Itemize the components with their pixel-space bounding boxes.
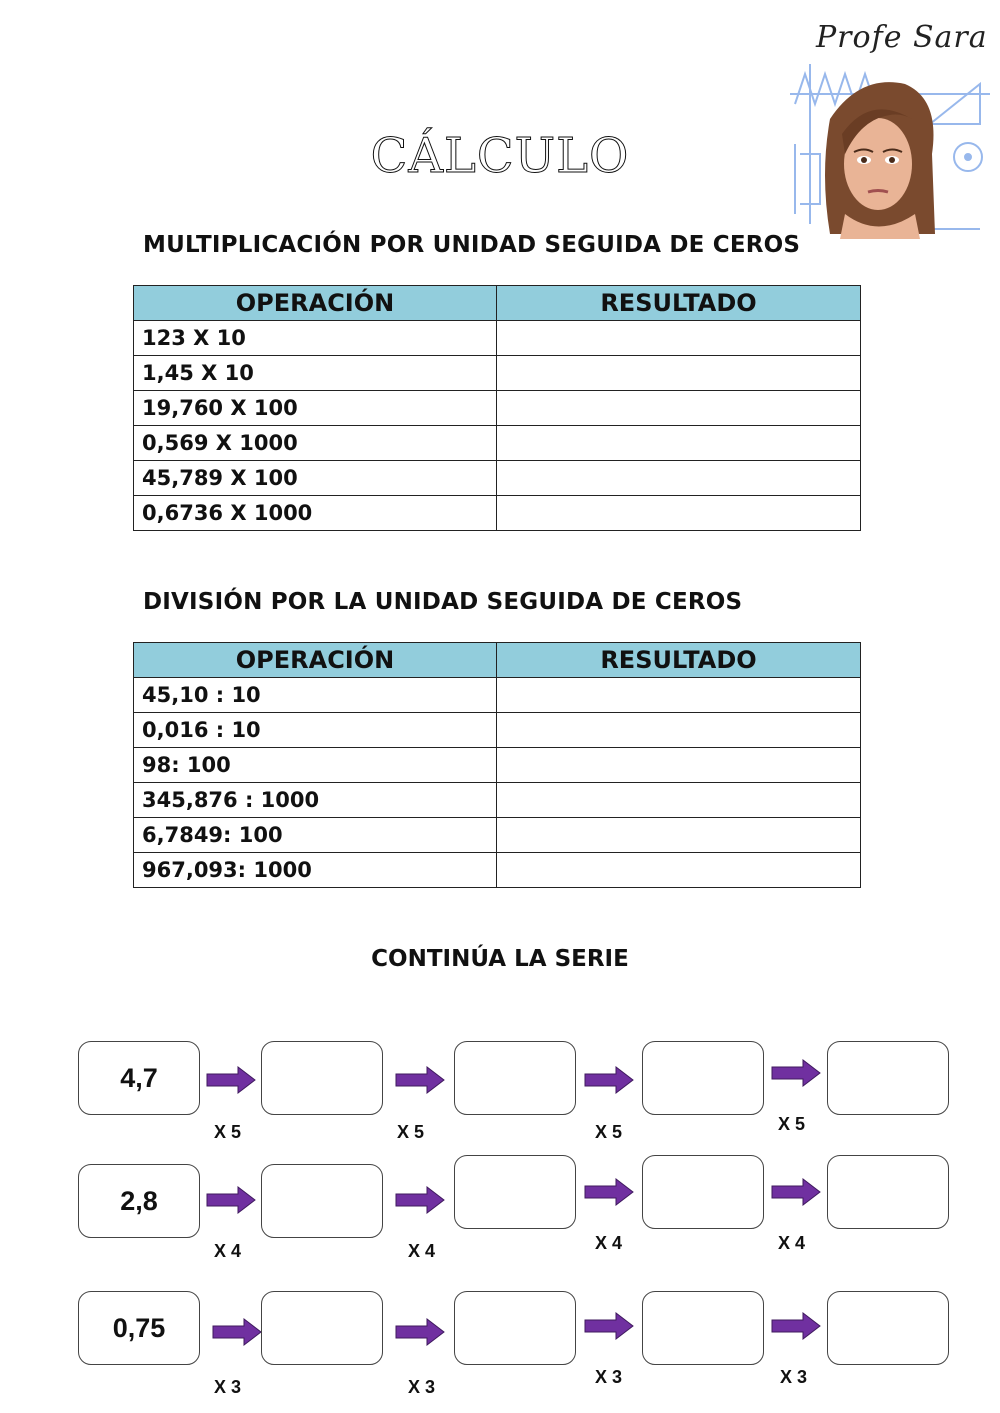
series-answer-box[interactable] [261, 1164, 383, 1238]
table-row [134, 713, 861, 748]
result-cell[interactable] [497, 356, 861, 391]
series-answer-box[interactable] [454, 1041, 576, 1115]
series-answer-box[interactable] [261, 1291, 383, 1365]
brand-name: Profe Sara [816, 20, 988, 55]
operation-cell: 98: 100 [134, 748, 497, 783]
result-cell[interactable] [497, 496, 861, 531]
series-step-label: X 5 [595, 1122, 623, 1142]
arrow-right-icon [395, 1186, 445, 1214]
series-answer-box[interactable] [827, 1041, 949, 1115]
series-start-value: 0,75 [112, 1312, 166, 1343]
series-start-box [78, 1164, 200, 1238]
arrow-right-icon [206, 1066, 256, 1094]
table-row [134, 496, 861, 531]
series-answer-box[interactable] [642, 1155, 764, 1229]
operation-cell: 345,876 : 1000 [134, 783, 497, 818]
table-row [134, 356, 861, 391]
operation-cell: 6,7849: 100 [134, 818, 497, 853]
multiplication-section-title: MULTIPLICACIÓN POR UNIDAD SEGUIDA DE CEROS [143, 232, 801, 258]
result-cell[interactable] [497, 783, 861, 818]
series-step-label: X 5 [778, 1114, 806, 1134]
table-header-row [134, 286, 861, 321]
series-answer-box[interactable] [642, 1041, 764, 1115]
operation-cell: 19,760 X 100 [134, 391, 497, 426]
series-step-label: X 3 [214, 1377, 242, 1397]
series-start-value: 2,8 [120, 1185, 158, 1216]
series-answer-box[interactable] [642, 1291, 764, 1365]
result-cell[interactable] [497, 748, 861, 783]
series-step-label: X 3 [595, 1367, 623, 1387]
series-start-box [78, 1041, 200, 1115]
division-table [133, 642, 861, 888]
result-cell[interactable] [497, 426, 861, 461]
arrow-right-icon [212, 1318, 262, 1346]
result-cell[interactable] [497, 818, 861, 853]
arrow-right-icon [206, 1186, 256, 1214]
series-answer-box[interactable] [261, 1041, 383, 1115]
table-header-row [134, 643, 861, 678]
operation-cell: 0,569 X 1000 [134, 426, 497, 461]
series-step-label: X 5 [397, 1122, 425, 1142]
operation-cell: 0,6736 X 1000 [134, 496, 497, 531]
arrow-right-icon [584, 1066, 634, 1094]
table-row [134, 818, 861, 853]
series-step-label: X 4 [214, 1241, 242, 1261]
operation-header: OPERACIÓN [134, 286, 497, 321]
result-cell[interactable] [497, 321, 861, 356]
series-start-value: 4,7 [120, 1062, 158, 1093]
operation-cell: 967,093: 1000 [134, 853, 497, 888]
series-answer-box[interactable] [827, 1291, 949, 1365]
series-step-label: X 3 [780, 1367, 808, 1387]
table-row [134, 321, 861, 356]
brand-logo [790, 14, 995, 239]
series-step-label: X 4 [408, 1241, 436, 1261]
division-section-title: DIVISIÓN POR LA UNIDAD SEGUIDA DE CEROS [143, 589, 743, 615]
result-cell[interactable] [497, 391, 861, 426]
series-section-title: CONTINÚA LA SERIE [371, 946, 629, 972]
operation-cell: 45,10 : 10 [134, 678, 497, 713]
result-cell[interactable] [497, 678, 861, 713]
operation-cell: 45,789 X 100 [134, 461, 497, 496]
table-row [134, 426, 861, 461]
arrow-right-icon [584, 1312, 634, 1340]
arrow-right-icon [771, 1059, 821, 1087]
result-cell[interactable] [497, 713, 861, 748]
operation-cell: 0,016 : 10 [134, 713, 497, 748]
series-step-label: X 3 [408, 1377, 436, 1397]
series-step-label: X 4 [595, 1233, 623, 1253]
result-cell[interactable] [497, 461, 861, 496]
table-row [134, 748, 861, 783]
series-answer-box[interactable] [454, 1155, 576, 1229]
series-step-label: X 5 [214, 1122, 242, 1142]
operation-header: OPERACIÓN [134, 643, 497, 678]
series-answer-box[interactable] [827, 1155, 949, 1229]
table-row [134, 678, 861, 713]
arrow-right-icon [584, 1178, 634, 1206]
series-answer-box[interactable] [454, 1291, 576, 1365]
arrow-right-icon [395, 1318, 445, 1346]
operation-cell: 123 X 10 [134, 321, 497, 356]
result-header: RESULTADO [497, 643, 861, 678]
table-row [134, 783, 861, 818]
arrow-right-icon [395, 1066, 445, 1094]
arrow-right-icon [771, 1312, 821, 1340]
page-title: CÁLCULO [370, 128, 630, 184]
table-row [134, 853, 861, 888]
operation-cell: 1,45 X 10 [134, 356, 497, 391]
table-row [134, 391, 861, 426]
series-step-label: X 4 [778, 1233, 806, 1253]
result-cell[interactable] [497, 853, 861, 888]
table-row [134, 461, 861, 496]
multiplication-table [133, 285, 861, 531]
result-header: RESULTADO [497, 286, 861, 321]
series-start-box [78, 1291, 200, 1365]
arrow-right-icon [771, 1178, 821, 1206]
